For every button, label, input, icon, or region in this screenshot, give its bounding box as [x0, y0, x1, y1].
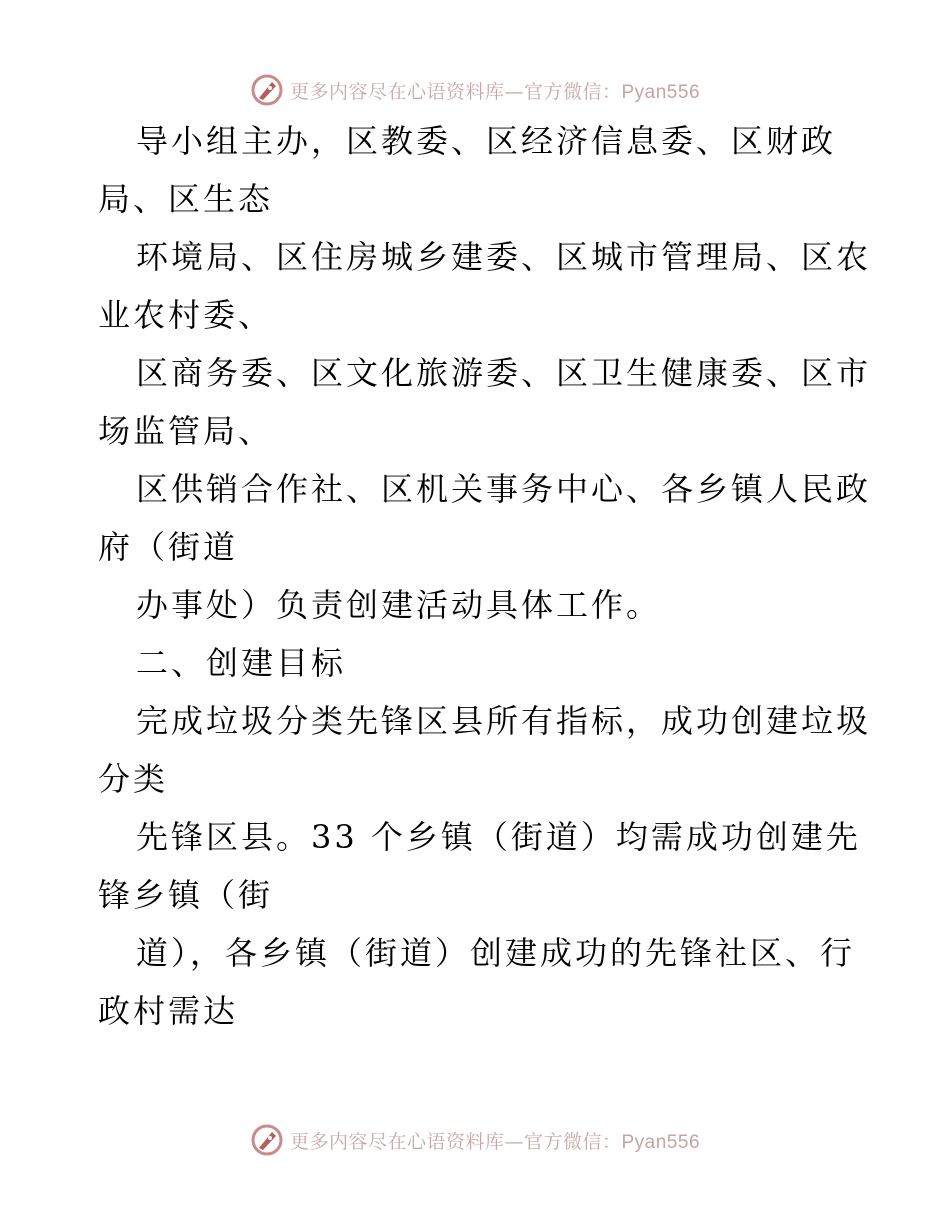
text-line: 场监管局、 [98, 412, 274, 450]
text-line: 道），各乡镇（街道）创建成功的先锋社区、行 [136, 934, 856, 972]
section-heading: 二、创建目标 [136, 644, 347, 682]
watermark-text: 更多内容尽在心语资料库—官方微信：Pyan556 [289, 80, 701, 103]
text-line: 区供销合作社、区机关事务中心、各乡镇人民政 [136, 470, 872, 508]
document-body [98, 112, 872, 1040]
text-line: 业农村委、 [98, 296, 274, 334]
text-line: 环境局、区住房城乡建委、区城市管理局、区农 [136, 238, 872, 276]
text-line: 先锋区县。33 个乡镇（街道）均需成功创建先 [136, 818, 861, 856]
text-line: 导小组主办，区教委、区经济信息委、区财政 [136, 122, 837, 160]
watermark-text: 更多内容尽在心语资料库—官方微信：Pyan556 [289, 1130, 701, 1153]
text-line: 政村需达 [98, 992, 239, 1030]
pen-nib-circle-icon [250, 73, 284, 107]
text-line: 局、区生态 [98, 180, 274, 218]
watermark-account: Pyan556 [621, 81, 701, 103]
text-line: 办事处）负责创建活动具体工作。 [136, 586, 662, 624]
watermark-account: Pyan556 [621, 1131, 701, 1153]
header-watermark [0, 70, 950, 110]
text-line: 完成垃圾分类先锋区县所有指标，成功创建垃圾 [136, 702, 872, 740]
text-line: 锋乡镇（街 [98, 876, 274, 914]
footer-watermark [0, 1120, 950, 1160]
text-line: 区商务委、区文化旅游委、区卫生健康委、区市 [136, 354, 872, 392]
text-line: 府（街道 [98, 528, 239, 566]
text-line: 分类 [98, 760, 169, 798]
pen-nib-circle-icon [250, 1123, 284, 1157]
